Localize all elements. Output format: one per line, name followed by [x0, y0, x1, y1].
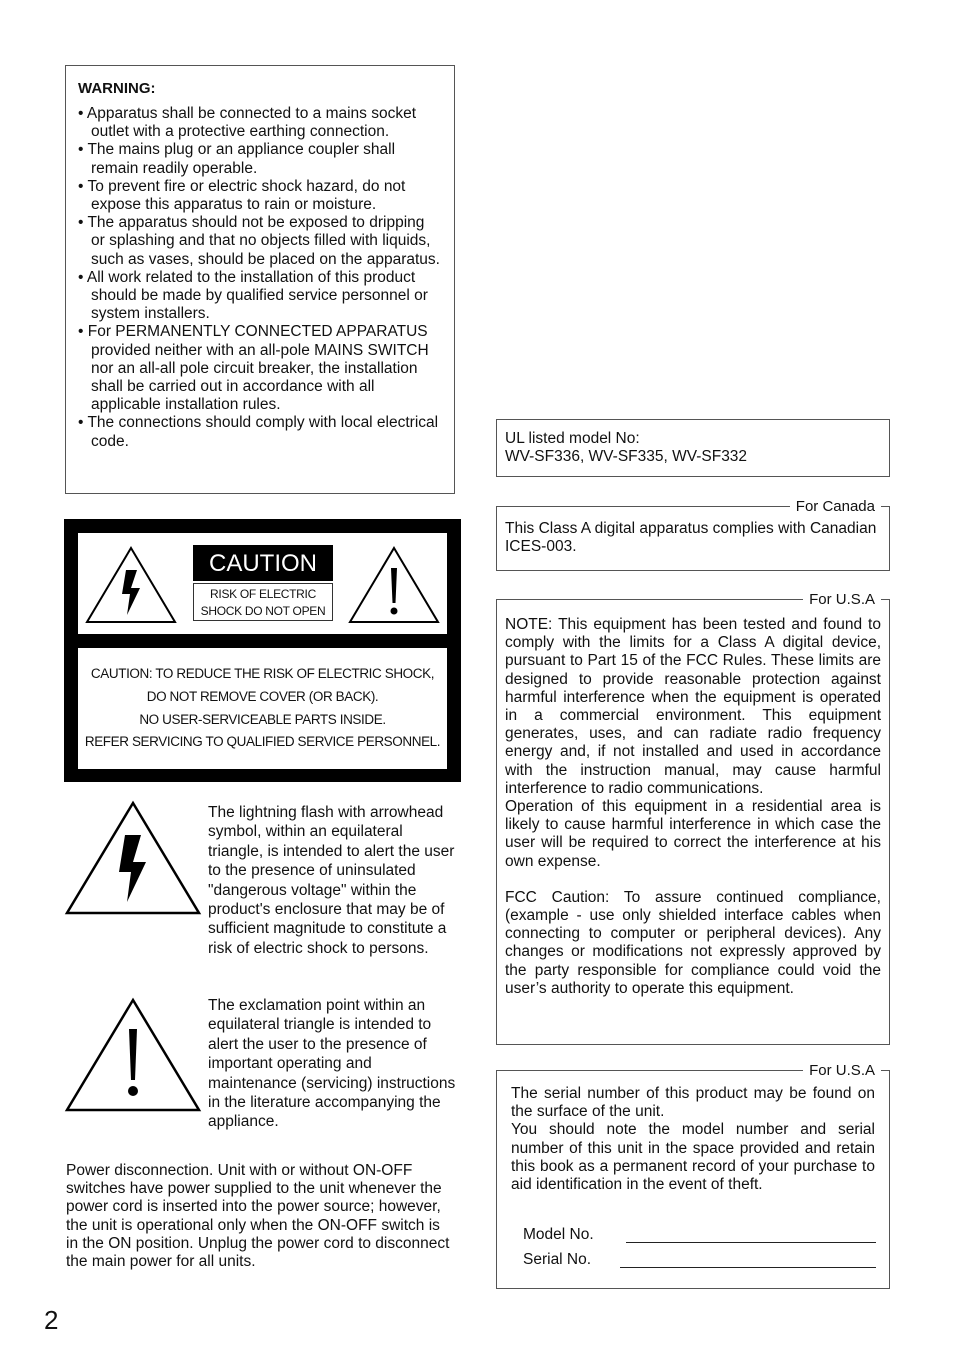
warning-item: • To prevent fire or electric shock hazard, do not expose this apparatus to rain or moisture. [78, 178, 442, 214]
caution-line: CAUTION: TO REDUCE THE RISK OF ELECTRIC SHOCK, [90, 666, 435, 681]
exclamation-triangle-icon [64, 997, 202, 1113]
warning-item: • The apparatus should not be exposed to dripping or splashing and that no objects filled with liquids, such as vases, should be placed on the apparatus. [78, 214, 442, 269]
caution-label: CAUTION [193, 545, 333, 581]
serial-no-line[interactable] [620, 1267, 876, 1268]
fcc-residential: Operation of this equipment in a residential area is likely to cause harmful interference in which case the user will be required to correct the interference at his own expense. [505, 798, 881, 870]
caution-label-area [78, 533, 447, 634]
warning-item: • Apparatus shall be connected to a mains socket outlet with a protective earthing connection. [78, 105, 442, 141]
lightning-triangle-icon [64, 800, 202, 916]
canada-text: This Class A digital apparatus complies with Canadian ICES-003. [505, 520, 877, 556]
warning-item: • The connections should comply with local electrical code. [78, 414, 442, 450]
warning-box [65, 65, 455, 494]
ul-box [496, 419, 890, 477]
caution-line: REFER SERVICING TO QUALIFIED SERVICE PERSONNEL. [84, 734, 441, 750]
lightning-triangle-icon [84, 545, 178, 625]
ul-line: UL listed model No: [505, 430, 640, 447]
lightning-explanation: The lightning flash with arrowhead symbol, within an equilateral triangle, is intended to alert the user to the presence of uninsulated "dangerous voltage" within the product's enclosure that may be of sufficient magnitude to constitute a risk of electric shock to persons. [208, 804, 455, 957]
fcc-box [496, 591, 890, 1045]
warning-item: • The mains plug or an appliance coupler shall remain readily operable. [78, 141, 442, 177]
exclamation-triangle-icon [347, 545, 441, 625]
power-disconnection-text: Power disconnection. Unit with or without ON-OFF switches have power supplied to the unit whenever the power cord is inserted into the power source; however, the unit is operational only when the ON-OFF switch is in the ON position. Unplug the power cord to disconnect the main power for all units. [66, 1162, 450, 1271]
page-number: 2 [44, 1305, 59, 1335]
serial-location-text: The serial number of this product may be found on the surface of the unit. [511, 1085, 875, 1121]
caution-line: DO NOT REMOVE COVER (OR BACK). [146, 688, 379, 704]
caution-sub-line: RISK OF ELECTRIC [210, 587, 316, 601]
warning-title: WARNING: [78, 80, 156, 97]
caution-sub-line: SHOCK DO NOT OPEN [200, 604, 326, 618]
canada-box [496, 498, 890, 571]
fcc-caution: FCC Caution: To assure continued compliance, (example - use only shielded interface cables when connecting to computer or peripheral devices). Any changes or modifications not expressly approved by the party responsible for compliance could void the user’s authority to operate this equipment. [505, 888, 881, 997]
model-no-line[interactable] [626, 1242, 876, 1243]
serial-record-text: You should note the model number and serial number of this unit in the space provided and retain this book as a permanent record of your purchase to aid identification in the event of theft. [511, 1121, 875, 1194]
caution-sublabel [193, 583, 333, 621]
serial-box [496, 1062, 890, 1289]
canada-tab: For Canada [790, 498, 881, 515]
fcc-note: NOTE: This equipment has been tested and found to comply with the limits for a Class A digital device, pursuant to Part 15 of the FCC Rules. These limits are designed to provide reasonable protection against harmful interference when the equipment is operated in a commercial environment. This equipment generates, uses, and can radiate radio frequency energy and, if not installed and used in accordance with the instruction manual, may cause harmful interference to radio communications. [505, 616, 881, 797]
caution-line: NO USER-SERVICEABLE PARTS INSIDE. [139, 711, 386, 727]
ul-models: WV-SF336, WV-SF335, WV-SF332 [505, 448, 748, 466]
fcc-tab: For U.S.A [803, 591, 881, 608]
serial-tab: For U.S.A [803, 1062, 881, 1079]
exclamation-explanation: The exclamation point within an equilateral triangle is intended to alert the user to the presence of important operating and maintenance (servicing) instructions in the literature accompanying the appliance. [208, 997, 456, 1131]
model-no-label: Model No. [523, 1226, 594, 1243]
warning-item: • All work related to the installation of this product should be made by qualified service personnel or system installers. [78, 269, 442, 324]
serial-no-label: Serial No. [523, 1251, 592, 1268]
warning-list [78, 105, 442, 451]
caution-panel [64, 519, 461, 782]
caution-message [78, 648, 447, 769]
warning-item: • For PERMANENTLY CONNECTED APPARATUS provided neither with an all-pole MAINS SWITCH nor an all-all pole circuit breaker, the installation shall be carried out in accordance with all applicable installation rules. [78, 323, 442, 414]
